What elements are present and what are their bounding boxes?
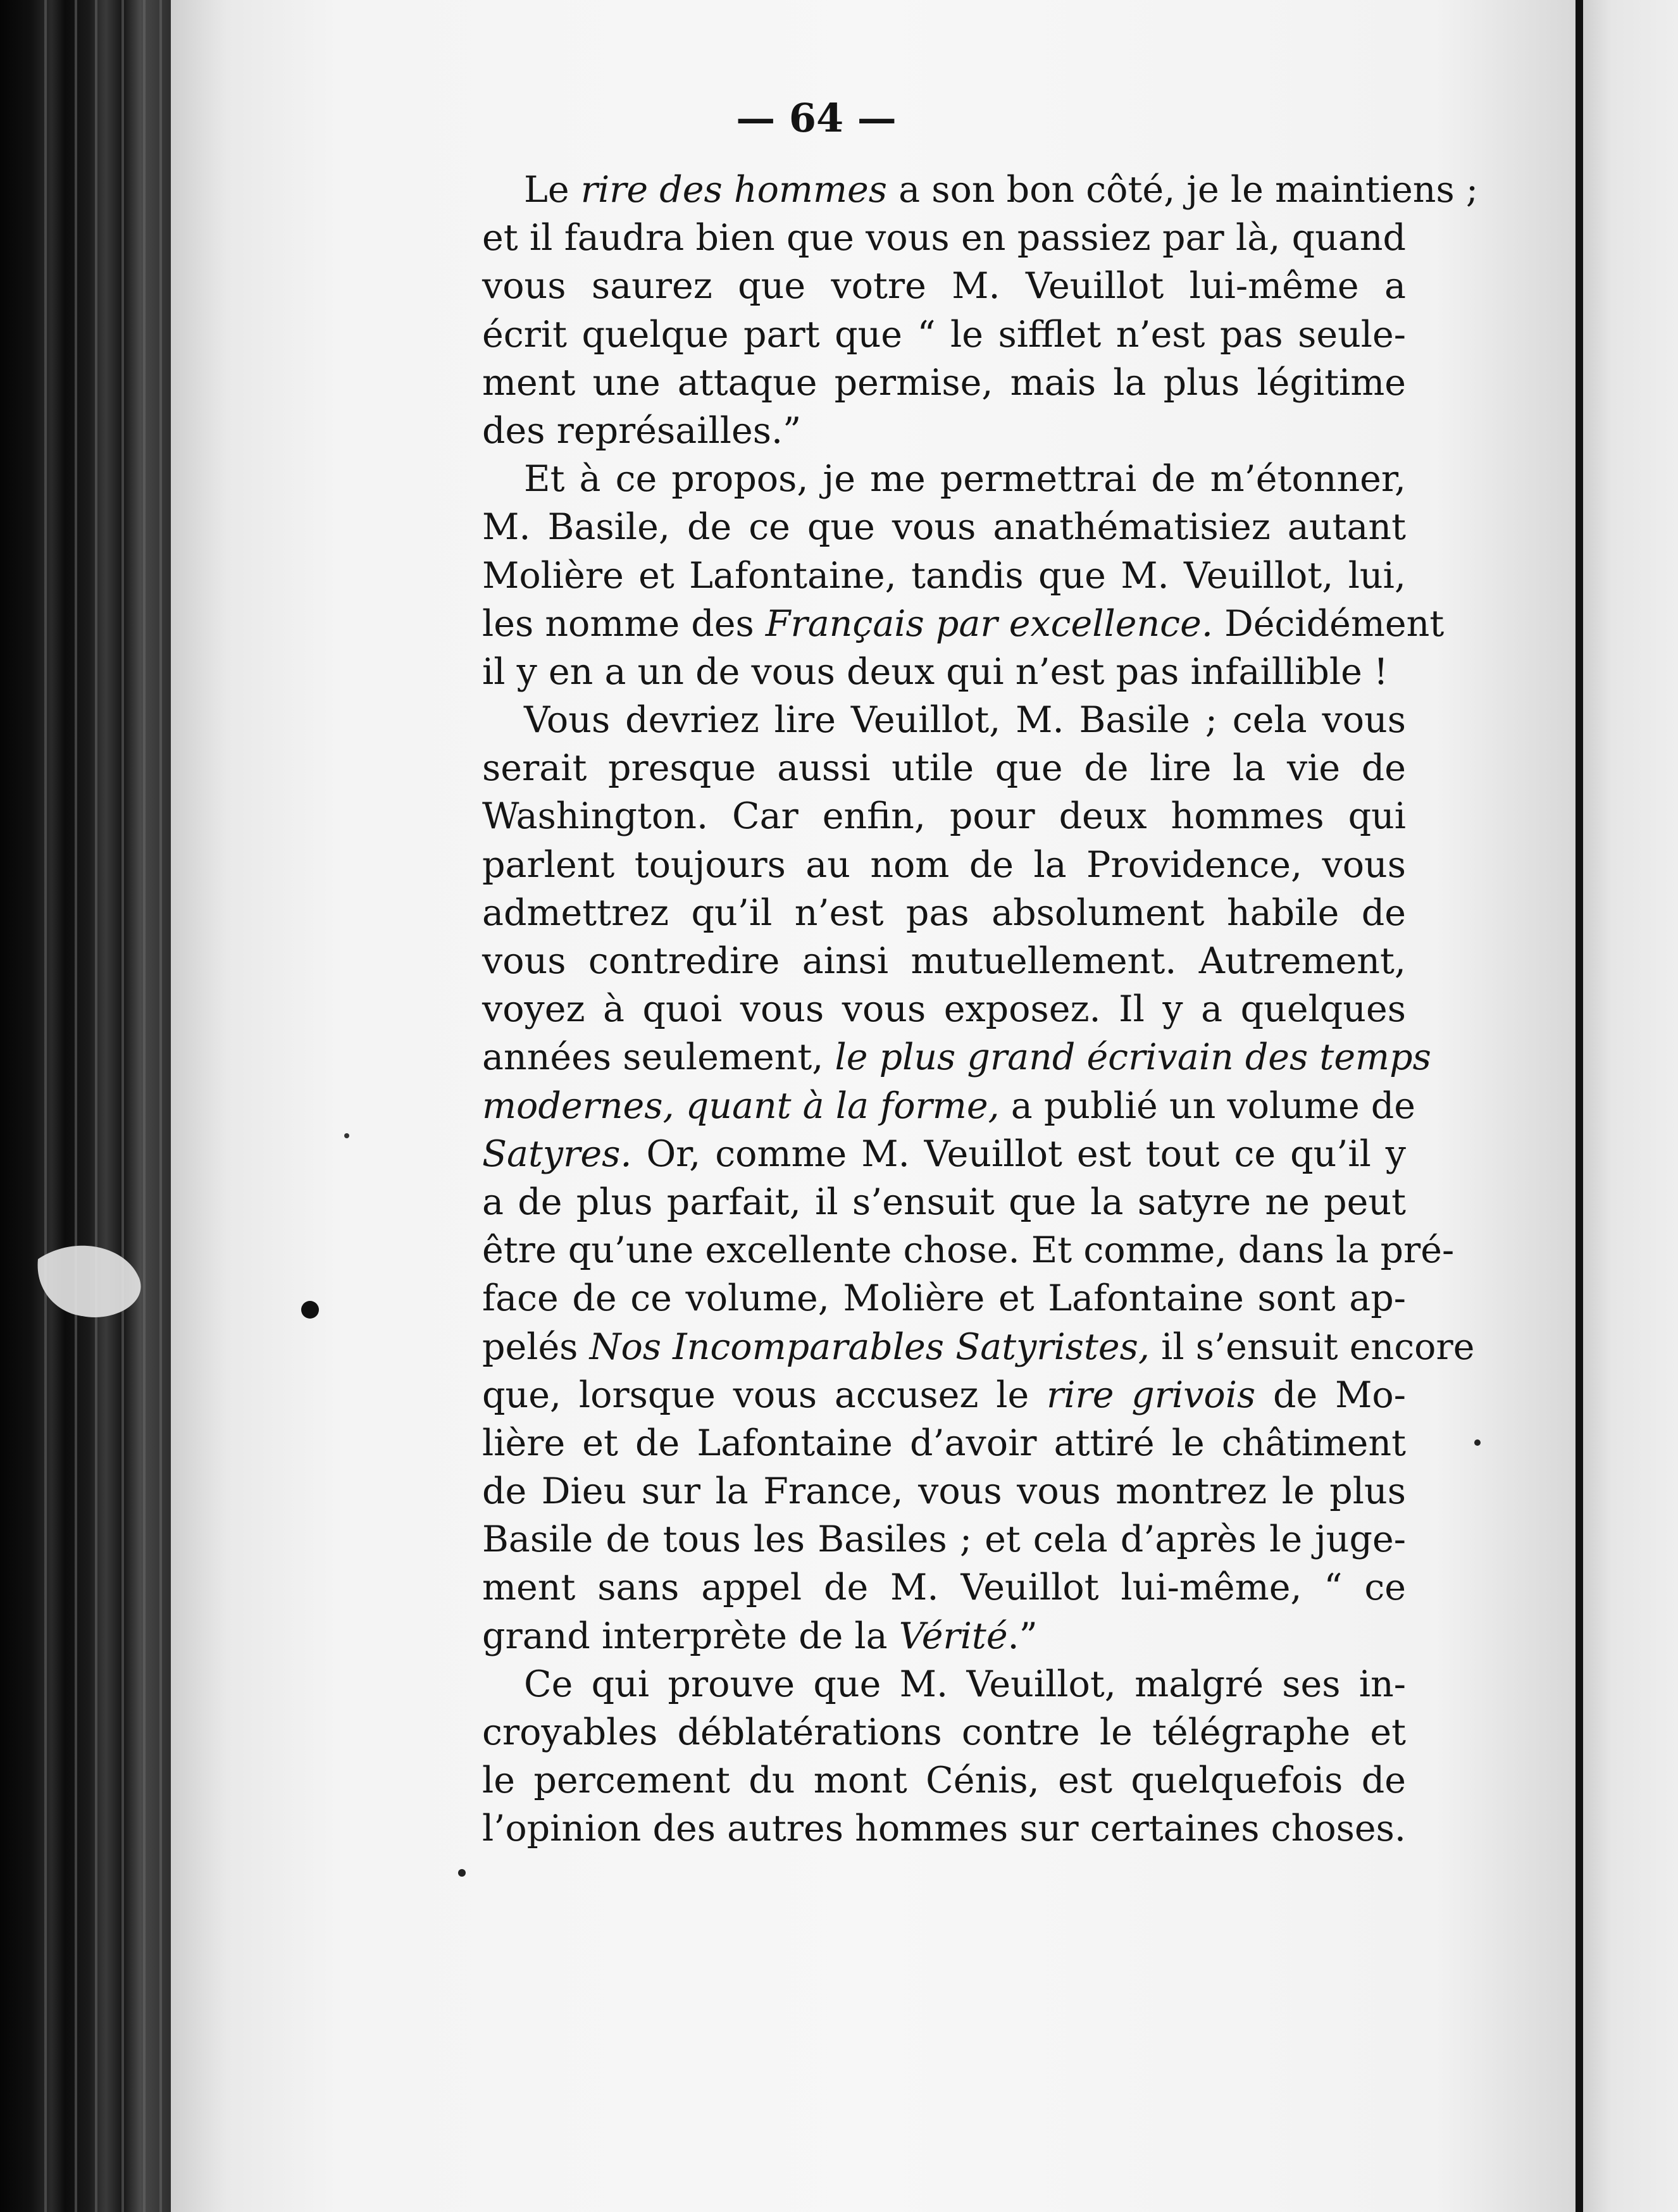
text-run: vous saurez que votre M. Veuillot lui-même a bbox=[482, 265, 1406, 308]
text-run: ment sans appel de M. Veuillot lui-même, “ ce bbox=[482, 1567, 1406, 1609]
text-line bbox=[482, 455, 1406, 503]
text-run: être qu’une excellente chose. Et comme, dans la pré- bbox=[482, 1229, 1455, 1272]
text-run: les nomme des bbox=[482, 602, 766, 645]
gutter-shadow bbox=[1575, 0, 1583, 2212]
text-line bbox=[482, 407, 1406, 455]
text-line bbox=[482, 792, 1406, 840]
text-line bbox=[482, 359, 1406, 407]
text-run: a son bon côté, je le maintiens ; bbox=[886, 169, 1479, 211]
text-line bbox=[482, 1419, 1406, 1467]
text-line bbox=[482, 552, 1406, 600]
italic-text: le plus grand écrivain des temps bbox=[835, 1036, 1431, 1079]
text-line bbox=[482, 1805, 1406, 1853]
body-text bbox=[482, 166, 1479, 1853]
text-run: que, lorsque vous accusez le bbox=[482, 1374, 1047, 1416]
text-run: parlent toujours au nom de la Providence, vous bbox=[482, 843, 1406, 886]
text-line bbox=[482, 1130, 1406, 1178]
page-stack-line bbox=[143, 0, 146, 2212]
text-run: admettrez qu’il n’est pas absolument habile de bbox=[482, 892, 1406, 934]
text-line bbox=[482, 696, 1406, 744]
text-run: Vous devriez lire Veuillot, M. Basile ; cela vous bbox=[524, 699, 1406, 742]
text-line bbox=[482, 503, 1406, 551]
text-run: a publié un volume de bbox=[999, 1084, 1416, 1127]
text-run: et il faudra bien que vous en passiez par là, quand bbox=[482, 217, 1406, 259]
book-spine-edge bbox=[0, 0, 171, 2212]
text-run: écrit quelque part que “ le sifflet n’est pas seule- bbox=[482, 313, 1406, 356]
text-line bbox=[482, 1756, 1406, 1805]
text-run: il y en a un de vous deux qui n’est pas infaillible ! bbox=[482, 650, 1388, 693]
text-line bbox=[482, 1660, 1406, 1708]
text-run: le percement du mont Cénis, est quelquefois de bbox=[482, 1760, 1406, 1802]
text-line bbox=[482, 1082, 1416, 1130]
italic-text: rire des hommes bbox=[580, 169, 887, 211]
text-line bbox=[482, 1178, 1406, 1226]
text-run: Et à ce propos, je me permettrai de m’étonner, bbox=[524, 458, 1406, 500]
text-line bbox=[482, 1515, 1406, 1563]
text-run: Ce qui prouve que M. Veuillot, malgré ses in- bbox=[524, 1663, 1406, 1705]
text-line bbox=[482, 889, 1406, 937]
text-run: l’opinion des autres hommes sur certaines choses. bbox=[482, 1808, 1406, 1850]
text-run: Washington. Car enfin, pour deux hommes qui bbox=[482, 795, 1406, 838]
text-line bbox=[482, 841, 1406, 889]
text-line bbox=[482, 262, 1406, 310]
text-run: années seulement, bbox=[482, 1036, 835, 1079]
text-line bbox=[482, 1323, 1475, 1371]
text-run: Le bbox=[524, 169, 581, 211]
italic-text: rire grivois bbox=[1047, 1374, 1256, 1416]
text-line bbox=[482, 937, 1406, 985]
text-run: Molière et Lafontaine, tandis que M. Veuillot, lui, bbox=[482, 554, 1406, 597]
page-stack-line bbox=[95, 0, 97, 2212]
text-run: .” bbox=[1007, 1615, 1038, 1657]
text-line bbox=[482, 311, 1406, 359]
page-number: — 64 — bbox=[736, 95, 897, 141]
text-line bbox=[482, 166, 1479, 214]
italic-text: Nos Incomparables Satyristes, bbox=[589, 1326, 1150, 1368]
page-stack-line bbox=[44, 0, 47, 2212]
text-run: a de plus parfait, il s’ensuit que la satyre ne peut bbox=[482, 1181, 1406, 1223]
text-run: vous contredire ainsi mutuellement. Autrement, bbox=[482, 940, 1406, 982]
text-run: de Dieu sur la France, vous vous montrez le plus bbox=[482, 1470, 1406, 1513]
text-run: voyez à quoi vous vous exposez. Il y a quelques bbox=[482, 988, 1406, 1031]
text-run: Or, comme M. Veuillot est tout ce qu’il y bbox=[631, 1133, 1406, 1175]
text-run: M. Basile, de ce que vous anathématisiez autant bbox=[482, 506, 1406, 549]
text-line bbox=[482, 648, 1406, 696]
text-line bbox=[482, 1612, 1406, 1660]
text-line bbox=[482, 600, 1445, 648]
text-run: lière et de Lafontaine d’avoir attiré le châtiment bbox=[482, 1422, 1406, 1464]
text-run: pelés bbox=[482, 1326, 590, 1368]
italic-text: Français par excellence. bbox=[765, 602, 1213, 645]
page-stack-line bbox=[121, 0, 124, 2212]
text-line bbox=[482, 1563, 1406, 1612]
text-line bbox=[482, 1033, 1431, 1081]
page-stack-line bbox=[75, 0, 77, 2212]
text-run: il s’ensuit encore bbox=[1150, 1326, 1475, 1368]
text-line bbox=[482, 1467, 1406, 1515]
text-run: des représailles.” bbox=[482, 409, 802, 452]
text-run: croyables déblatérations contre le télégraphe et bbox=[482, 1712, 1406, 1753]
text-run: Basile de tous les Basiles ; et cela d’après le juge- bbox=[482, 1519, 1406, 1561]
text-run: de Mo- bbox=[1255, 1374, 1407, 1416]
text-line bbox=[482, 1226, 1455, 1274]
text-run: serait presque aussi utile que de lire la vie de bbox=[482, 747, 1406, 790]
text-run: grand interprète de la bbox=[482, 1615, 899, 1657]
text-line bbox=[482, 1371, 1406, 1419]
italic-text: modernes, quant à la forme, bbox=[482, 1084, 1000, 1127]
italic-text: Satyres. bbox=[482, 1133, 632, 1175]
page-stack-line bbox=[159, 0, 162, 2212]
facing-page-edge bbox=[1583, 0, 1678, 2212]
text-run: ment une attaque permise, mais la plus légitime bbox=[482, 361, 1406, 404]
text-line bbox=[482, 744, 1406, 792]
text-line bbox=[482, 1708, 1406, 1756]
text-line bbox=[482, 1274, 1406, 1322]
text-run: Décidément bbox=[1212, 602, 1445, 645]
text-line bbox=[482, 214, 1406, 262]
italic-text: Vérité bbox=[898, 1615, 1008, 1657]
text-run: face de ce volume, Molière et Lafontaine sont ap- bbox=[482, 1277, 1406, 1320]
text-line bbox=[482, 985, 1406, 1033]
